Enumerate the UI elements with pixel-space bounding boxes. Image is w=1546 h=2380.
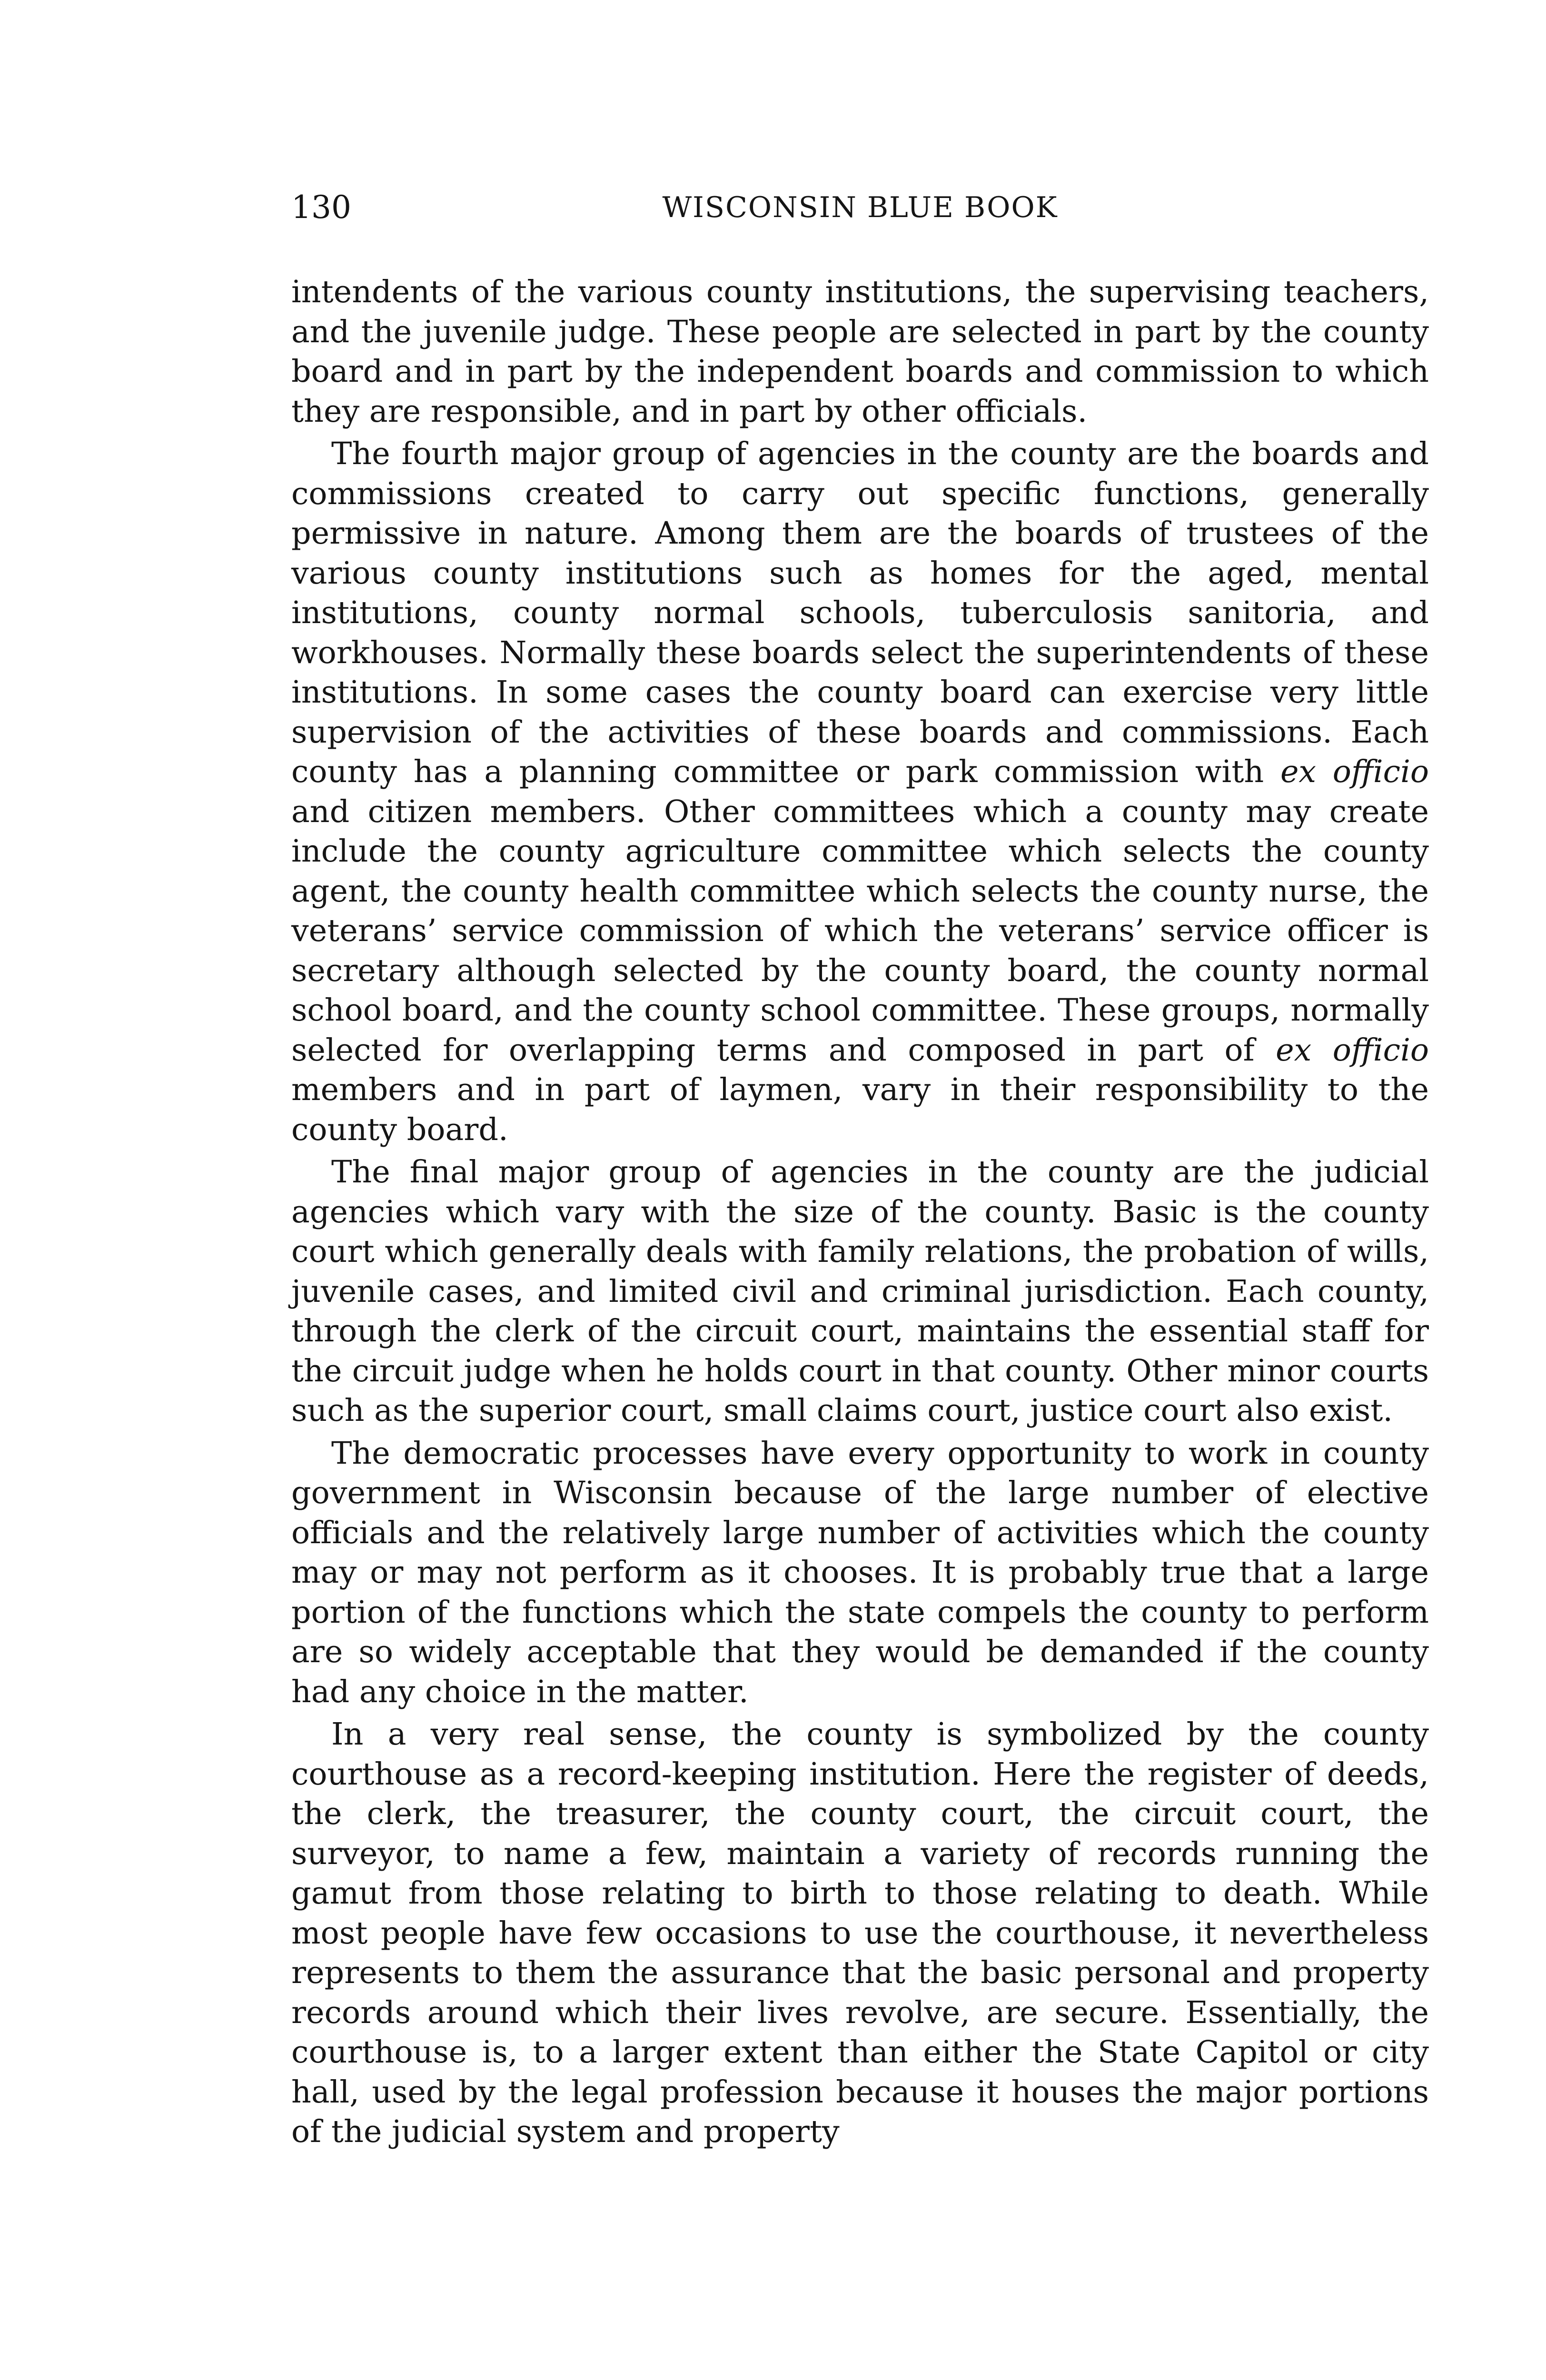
paragraph-democratic-processes: The democratic processes have every opportunity to work in county government in Wisconsin because of the large number of elective officials and the relatively large number of activities which the county may or may not perform as it chooses. It is probably true that a large portion of the functions which the state compels the county to perform are so widely acceptable that they would be demanded if the county had any choice in the matter. [291, 1435, 1429, 1710]
paragraph-text: members and in part of laymen, vary in their responsibility to the county board. [291, 1072, 1429, 1148]
page-header [291, 185, 1429, 230]
paragraph-text: and citizen members. Other committees which a county may create include the county agriculture committee which selects the county agent, the county health committee which selects the county nurse, the veterans’ service commission of which the veterans’ service officer is secretary although selected by the county board, the county normal school board, and the county school committee. These groups, normally selected for overlapping terms and composed in part of [291, 793, 1429, 1068]
running-title: WISCONSIN BLUE BOOK [662, 191, 1058, 224]
page-number: 130 [291, 189, 351, 226]
paragraph-continuation: intendents of the various county institutions, the supervising teachers, and the juvenile judge. These people are selected in part by the county board and in part by the independent boards and commission to which they are responsible, and in part by other officials. [291, 274, 1429, 429]
paragraph-text: The fourth major group of agencies in the county are the boards and commissions created to carry out specific functions, generally permissive in nature. Among them are the boards of trustees of the various county institutions such as homes for the aged, mental institutions, county normal schools, tuberculosis sanitoria, and workhouses. Normally these boards select the superintendents of these institutions. In some cases the county board can exercise very little supervision of the activities of these boards and commissions. Each county has a planning committee or park commission with [291, 436, 1429, 790]
italic-term: ex officio [1276, 1032, 1429, 1068]
body-text [291, 272, 1429, 2152]
paragraph-courthouse: In a very real sense, the county is symbolized by the county courthouse as a record-keeping institution. Here the register of deeds, the clerk, the treasurer, the county court, the circuit court, the surveyor, to name a few, maintain a variety of records running the gamut from those relating to birth to those relating to death. While most people have few occasions to use the courthouse, it nevertheless represents to them the assurance that the basic personal and property records around which their lives revolve, are secure. Essentially, the courthouse is, to a larger extent than either the State Capitol or city hall, used by the legal profession because it houses the major portions of the judicial system and property [291, 1716, 1429, 2150]
paragraph-judicial-agencies: The final major group of agencies in the county are the judicial agencies which vary with the size of the county. Basic is the county court which generally deals with family relations, the probation of wills, juvenile cases, and limited civil and criminal jurisdiction. Each county, through the clerk of the circuit court, maintains the essential staff for the circuit judge when he holds court in that county. Other minor courts such as the superior court, small claims court, justice court also exist. [291, 1154, 1429, 1428]
paragraph-boards-commissions [291, 434, 1429, 1150]
italic-term: ex officio [1280, 754, 1429, 790]
